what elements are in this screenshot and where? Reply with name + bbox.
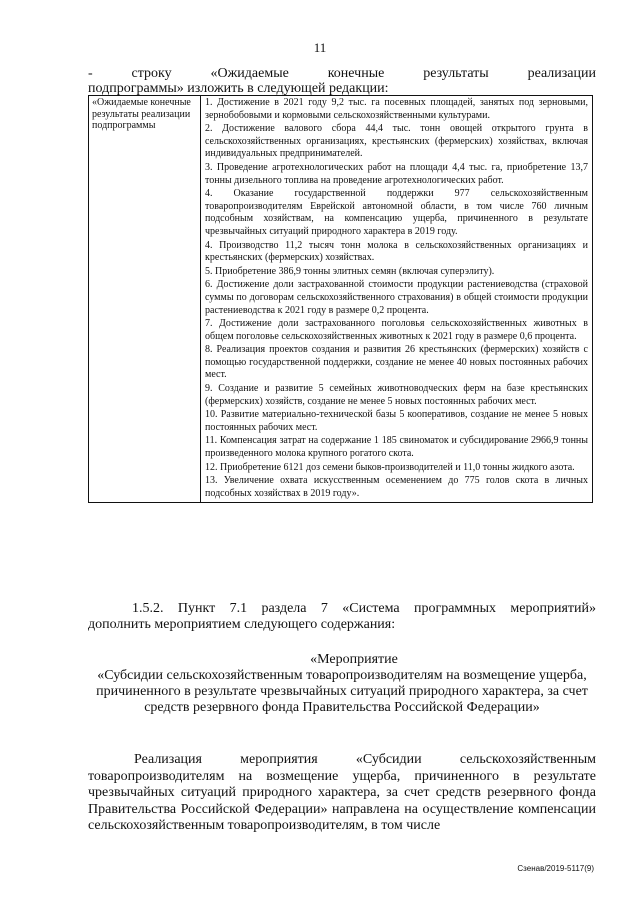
result-item: 13. Увеличение охвата искусственным осеменением до 775 голов скота в личных подсобных хозяйствах в 2019 году». (205, 475, 588, 499)
intro-line-1: - строку «Ожидаемые конечные результаты реализации (88, 66, 596, 81)
point-paragraph (88, 601, 596, 633)
table-content-cell (201, 96, 593, 503)
result-item: 8. Реализация проектов создания и развития 26 крестьянских (фермерских) хозяйств с помощью государственной поддержки, создание не менее 40 новых постоянных рабочих мест. (205, 344, 588, 381)
intro-line-2: подпрограммы» изложить в следующей редакции: (88, 81, 389, 96)
result-item: 7. Достижение доли застрахованного поголовья сельскохозяйственных животных в общем поголовье сельскохозяйственных животных к 2021 году в размере 0,6 процента. (205, 318, 588, 342)
measure-heading: «Мероприятие (310, 652, 398, 667)
result-item: 9. Создание и развитие 5 семейных животноводческих ферм на базе крестьянских (фермерских) хозяйств, создание не менее 5 новых постоянных рабочих мест. (205, 383, 588, 407)
measure-subtitle: «Субсидии сельскохозяйственным товаропроизводителям на возмещение ущерба, причиненного в результате чрезвычайных ситуаций природного характера, за счет средств резервного фонда Правительства Российской Федерации» (96, 668, 588, 715)
point-line-2: дополнить мероприятием следующего содержания: (88, 617, 396, 632)
result-item: 4. Оказание государственной поддержки 977 сельскохозяйственным товаропроизводителям Еврейской автономной области, в том числе 760 личным подсобным хозяйствам, на компенсацию ущерба, причиненного в результате чрезвычайных ситуаций природного характера в 2019 году. (205, 188, 588, 237)
intro-text (88, 66, 596, 96)
measure-title (88, 652, 596, 716)
table-label: «Ожидаемые конечные результаты реализации подпрограммы (92, 97, 191, 131)
final-paragraph (88, 752, 596, 835)
point-line-1: 1.5.2. Пункт 7.1 раздела 7 «Система программных мероприятий» (132, 601, 596, 616)
final-paragraph-text: Реализация мероприятия «Субсидии сельскохозяйственным товаропроизводителям на возмещение ущерба, причиненного в результате чрезвычайных ситуаций природного характера, за счет средств резервного фонда Правительства Российской Федерации» направлена на осуществление компенсации сельскохозяйственным товаропроизводителям, в том числе (88, 752, 596, 834)
result-item: 10. Развитие материально-технической базы 5 кооперативов, создание не менее 5 новых постоянных рабочих мест. (205, 409, 588, 433)
result-item: 3. Проведение агротехнологических работ на площади 4,4 тыс. га, приобретение 13,7 тонны дизельного топлива на проведение агротехнологических работ. (205, 161, 588, 186)
result-item: 12. Приобретение 6121 доз семени быков-производителей и 11,0 тонны жидкого азота. (205, 461, 575, 473)
result-item: 2. Достижение валового сбора 44,4 тыс. тонн овощей открытого грунта в сельскохозяйственных организациях, крестьянских (фермерских) хозяйствах, включая индивидуальных предпринимателей. (205, 123, 588, 160)
results-list (205, 97, 588, 500)
document-code: Сзенав/2019-5117(9) (517, 864, 594, 873)
table-label-cell (89, 96, 201, 503)
result-item: 4. Производство 11,2 тысяч тонн молока в сельскохозяйственных организациях и крестьянских (фермерских) хозяйствах. (205, 239, 588, 264)
result-item: 11. Компенсация затрат на содержание 1 185 свиноматок и субсидирование 2966,9 тонны произведенного молока крупного рогатого скота. (205, 435, 588, 460)
page-number: 11 (313, 40, 327, 55)
result-item: 6. Достижение доли застрахованной стоимости продукции растениеводства (страховой суммы по договорам сельскохозяйственного страхования) в общей стоимости продукции растениеводства к 2021 году в размере 0,2 процента. (205, 279, 588, 316)
result-item: 5. Приобретение 386,9 тонны элитных семян (включая суперэлиту). (205, 265, 495, 277)
result-item: 1. Достижение в 2021 году 9,2 тыс. га посевных площадей, занятых под зерновыми, зернобобовыми и кормовыми сельскохозяйственными культурами. (205, 97, 588, 121)
amendment-table (88, 95, 593, 503)
